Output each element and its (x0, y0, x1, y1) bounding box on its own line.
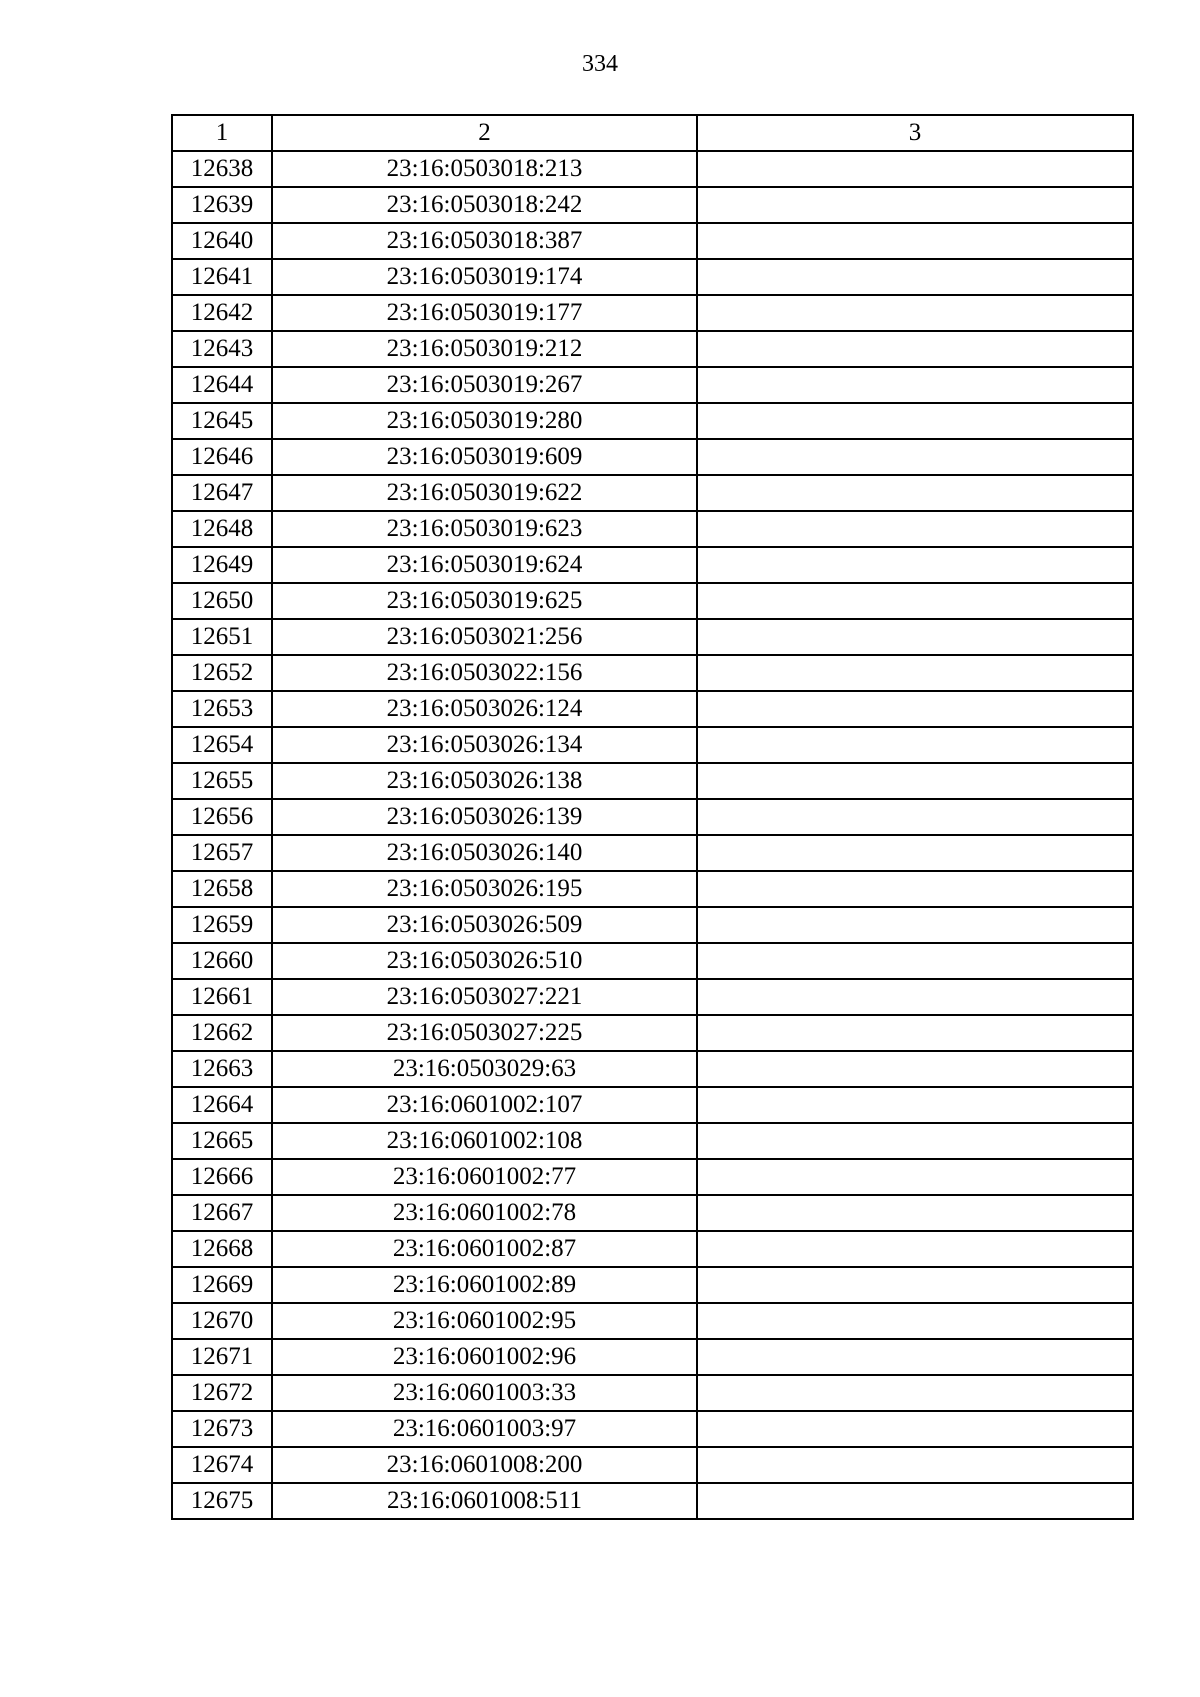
cadastral-number-cell: 23:16:0601002:78 (272, 1195, 697, 1231)
table-body (172, 151, 1133, 1519)
header-row (172, 115, 1133, 151)
table-row (172, 1123, 1133, 1159)
row-number-cell: 12652 (172, 655, 272, 691)
table-row (172, 1231, 1133, 1267)
row-number-cell: 12672 (172, 1375, 272, 1411)
row-number-cell: 12638 (172, 151, 272, 187)
cadastral-number-cell: 23:16:0601002:87 (272, 1231, 697, 1267)
table-row (172, 583, 1133, 619)
row-number-cell: 12647 (172, 475, 272, 511)
table-row (172, 691, 1133, 727)
notes-cell (697, 1051, 1133, 1087)
cadastral-number-cell: 23:16:0601002:108 (272, 1123, 697, 1159)
row-number-cell: 12648 (172, 511, 272, 547)
cadastral-number-cell: 23:16:0503019:267 (272, 367, 697, 403)
cadastral-number-cell: 23:16:0503019:280 (272, 403, 697, 439)
cadastral-number-cell: 23:16:0503018:213 (272, 151, 697, 187)
table-row (172, 1015, 1133, 1051)
notes-cell (697, 1015, 1133, 1051)
row-number-cell: 12661 (172, 979, 272, 1015)
notes-cell (697, 1195, 1133, 1231)
row-number-cell: 12642 (172, 295, 272, 331)
cadastral-number-cell: 23:16:0503022:156 (272, 655, 697, 691)
table-row (172, 619, 1133, 655)
table-row (172, 1195, 1133, 1231)
notes-cell (697, 475, 1133, 511)
row-number-cell: 12643 (172, 331, 272, 367)
notes-cell (697, 691, 1133, 727)
notes-cell (697, 259, 1133, 295)
row-number-cell: 12664 (172, 1087, 272, 1123)
row-number-cell: 12657 (172, 835, 272, 871)
table-row (172, 187, 1133, 223)
cadastral-number-cell: 23:16:0503019:622 (272, 475, 697, 511)
table-row (172, 475, 1133, 511)
notes-cell (697, 583, 1133, 619)
row-number-cell: 12660 (172, 943, 272, 979)
table-row (172, 943, 1133, 979)
notes-cell (697, 655, 1133, 691)
cadastral-number-cell: 23:16:0503026:140 (272, 835, 697, 871)
cadastral-number-cell: 23:16:0503019:624 (272, 547, 697, 583)
row-number-cell: 12656 (172, 799, 272, 835)
table-row (172, 1483, 1133, 1519)
row-number-cell: 12671 (172, 1339, 272, 1375)
table-row (172, 439, 1133, 475)
notes-cell (697, 367, 1133, 403)
table-row (172, 727, 1133, 763)
notes-cell (697, 151, 1133, 187)
notes-cell (697, 1339, 1133, 1375)
notes-cell (697, 907, 1133, 943)
cadastral-number-cell: 23:16:0601002:77 (272, 1159, 697, 1195)
row-number-cell: 12675 (172, 1483, 272, 1519)
cadastral-number-cell: 23:16:0503018:387 (272, 223, 697, 259)
cadastral-number-cell: 23:16:0503026:195 (272, 871, 697, 907)
table-row (172, 151, 1133, 187)
table-row (172, 403, 1133, 439)
table-row (172, 979, 1133, 1015)
table-row (172, 1087, 1133, 1123)
cadastral-number-cell: 23:16:0503018:242 (272, 187, 697, 223)
row-number-cell: 12662 (172, 1015, 272, 1051)
table-row (172, 1267, 1133, 1303)
notes-cell (697, 547, 1133, 583)
row-number-cell: 12654 (172, 727, 272, 763)
cadastral-number-cell: 23:16:0503026:124 (272, 691, 697, 727)
cadastral-number-cell: 23:16:0503026:509 (272, 907, 697, 943)
row-number-cell: 12666 (172, 1159, 272, 1195)
row-number-cell: 12653 (172, 691, 272, 727)
table-row (172, 907, 1133, 943)
notes-cell (697, 1159, 1133, 1195)
row-number-cell: 12667 (172, 1195, 272, 1231)
notes-cell (697, 1087, 1133, 1123)
cadastral-number-cell: 23:16:0503026:138 (272, 763, 697, 799)
table-row (172, 1051, 1133, 1087)
table-row (172, 1375, 1133, 1411)
notes-cell (697, 1231, 1133, 1267)
cadastral-number-cell: 23:16:0601008:511 (272, 1483, 697, 1519)
cadastral-number-cell: 23:16:0601003:33 (272, 1375, 697, 1411)
row-number-cell: 12674 (172, 1447, 272, 1483)
notes-cell (697, 1375, 1133, 1411)
row-number-cell: 12668 (172, 1231, 272, 1267)
cadastral-number-cell: 23:16:0503021:256 (272, 619, 697, 655)
row-number-cell: 12646 (172, 439, 272, 475)
table-row (172, 1303, 1133, 1339)
notes-cell (697, 403, 1133, 439)
cadastral-number-cell: 23:16:0503019:609 (272, 439, 697, 475)
row-number-cell: 12641 (172, 259, 272, 295)
notes-cell (697, 511, 1133, 547)
row-number-cell: 12645 (172, 403, 272, 439)
row-number-cell: 12640 (172, 223, 272, 259)
table-header (172, 115, 1133, 151)
notes-cell (697, 871, 1133, 907)
notes-cell (697, 439, 1133, 475)
row-number-cell: 12663 (172, 1051, 272, 1087)
row-number-cell: 12670 (172, 1303, 272, 1339)
notes-cell (697, 1447, 1133, 1483)
table-row (172, 331, 1133, 367)
notes-cell (697, 619, 1133, 655)
table-row (172, 367, 1133, 403)
cadastral-number-cell: 23:16:0503019:177 (272, 295, 697, 331)
notes-cell (697, 1483, 1133, 1519)
row-number-cell: 12651 (172, 619, 272, 655)
row-number-cell: 12669 (172, 1267, 272, 1303)
table-row (172, 259, 1133, 295)
row-number-cell: 12665 (172, 1123, 272, 1159)
notes-cell (697, 331, 1133, 367)
cadastral-number-cell: 23:16:0503026:510 (272, 943, 697, 979)
notes-cell (697, 943, 1133, 979)
table-row (172, 1411, 1133, 1447)
row-number-cell: 12658 (172, 871, 272, 907)
row-number-cell: 12639 (172, 187, 272, 223)
row-number-cell: 12673 (172, 1411, 272, 1447)
column-header-3: 3 (697, 115, 1133, 151)
table-row (172, 511, 1133, 547)
table-row (172, 655, 1133, 691)
notes-cell (697, 223, 1133, 259)
cadastral-number-cell: 23:16:0601002:96 (272, 1339, 697, 1375)
notes-cell (697, 835, 1133, 871)
cadastral-table (171, 114, 1134, 1520)
row-number-cell: 12655 (172, 763, 272, 799)
cadastral-number-cell: 23:16:0601002:107 (272, 1087, 697, 1123)
table-row (172, 1447, 1133, 1483)
notes-cell (697, 1123, 1133, 1159)
cadastral-number-cell: 23:16:0503027:225 (272, 1015, 697, 1051)
table-row (172, 763, 1133, 799)
cadastral-number-cell: 23:16:0601008:200 (272, 1447, 697, 1483)
table-row (172, 1159, 1133, 1195)
cadastral-number-cell: 23:16:0503027:221 (272, 979, 697, 1015)
page-number: 334 (582, 51, 618, 77)
column-header-2: 2 (272, 115, 697, 151)
row-number-cell: 12644 (172, 367, 272, 403)
cadastral-number-cell: 23:16:0601002:95 (272, 1303, 697, 1339)
notes-cell (697, 187, 1133, 223)
table-row (172, 835, 1133, 871)
notes-cell (697, 727, 1133, 763)
table-row (172, 295, 1133, 331)
row-number-cell: 12659 (172, 907, 272, 943)
notes-cell (697, 763, 1133, 799)
column-header-1: 1 (172, 115, 272, 151)
notes-cell (697, 1303, 1133, 1339)
cadastral-number-cell: 23:16:0503019:174 (272, 259, 697, 295)
cadastral-number-cell: 23:16:0503026:134 (272, 727, 697, 763)
row-number-cell: 12649 (172, 547, 272, 583)
notes-cell (697, 979, 1133, 1015)
cadastral-number-cell: 23:16:0503026:139 (272, 799, 697, 835)
cadastral-number-cell: 23:16:0503019:625 (272, 583, 697, 619)
table-row (172, 799, 1133, 835)
notes-cell (697, 1267, 1133, 1303)
cadastral-number-cell: 23:16:0503019:623 (272, 511, 697, 547)
cadastral-number-cell: 23:16:0601003:97 (272, 1411, 697, 1447)
notes-cell (697, 799, 1133, 835)
notes-cell (697, 295, 1133, 331)
table-row (172, 223, 1133, 259)
row-number-cell: 12650 (172, 583, 272, 619)
cadastral-number-cell: 23:16:0503029:63 (272, 1051, 697, 1087)
table-row (172, 547, 1133, 583)
table-row (172, 871, 1133, 907)
table-row (172, 1339, 1133, 1375)
cadastral-number-cell: 23:16:0601002:89 (272, 1267, 697, 1303)
notes-cell (697, 1411, 1133, 1447)
cadastral-number-cell: 23:16:0503019:212 (272, 331, 697, 367)
